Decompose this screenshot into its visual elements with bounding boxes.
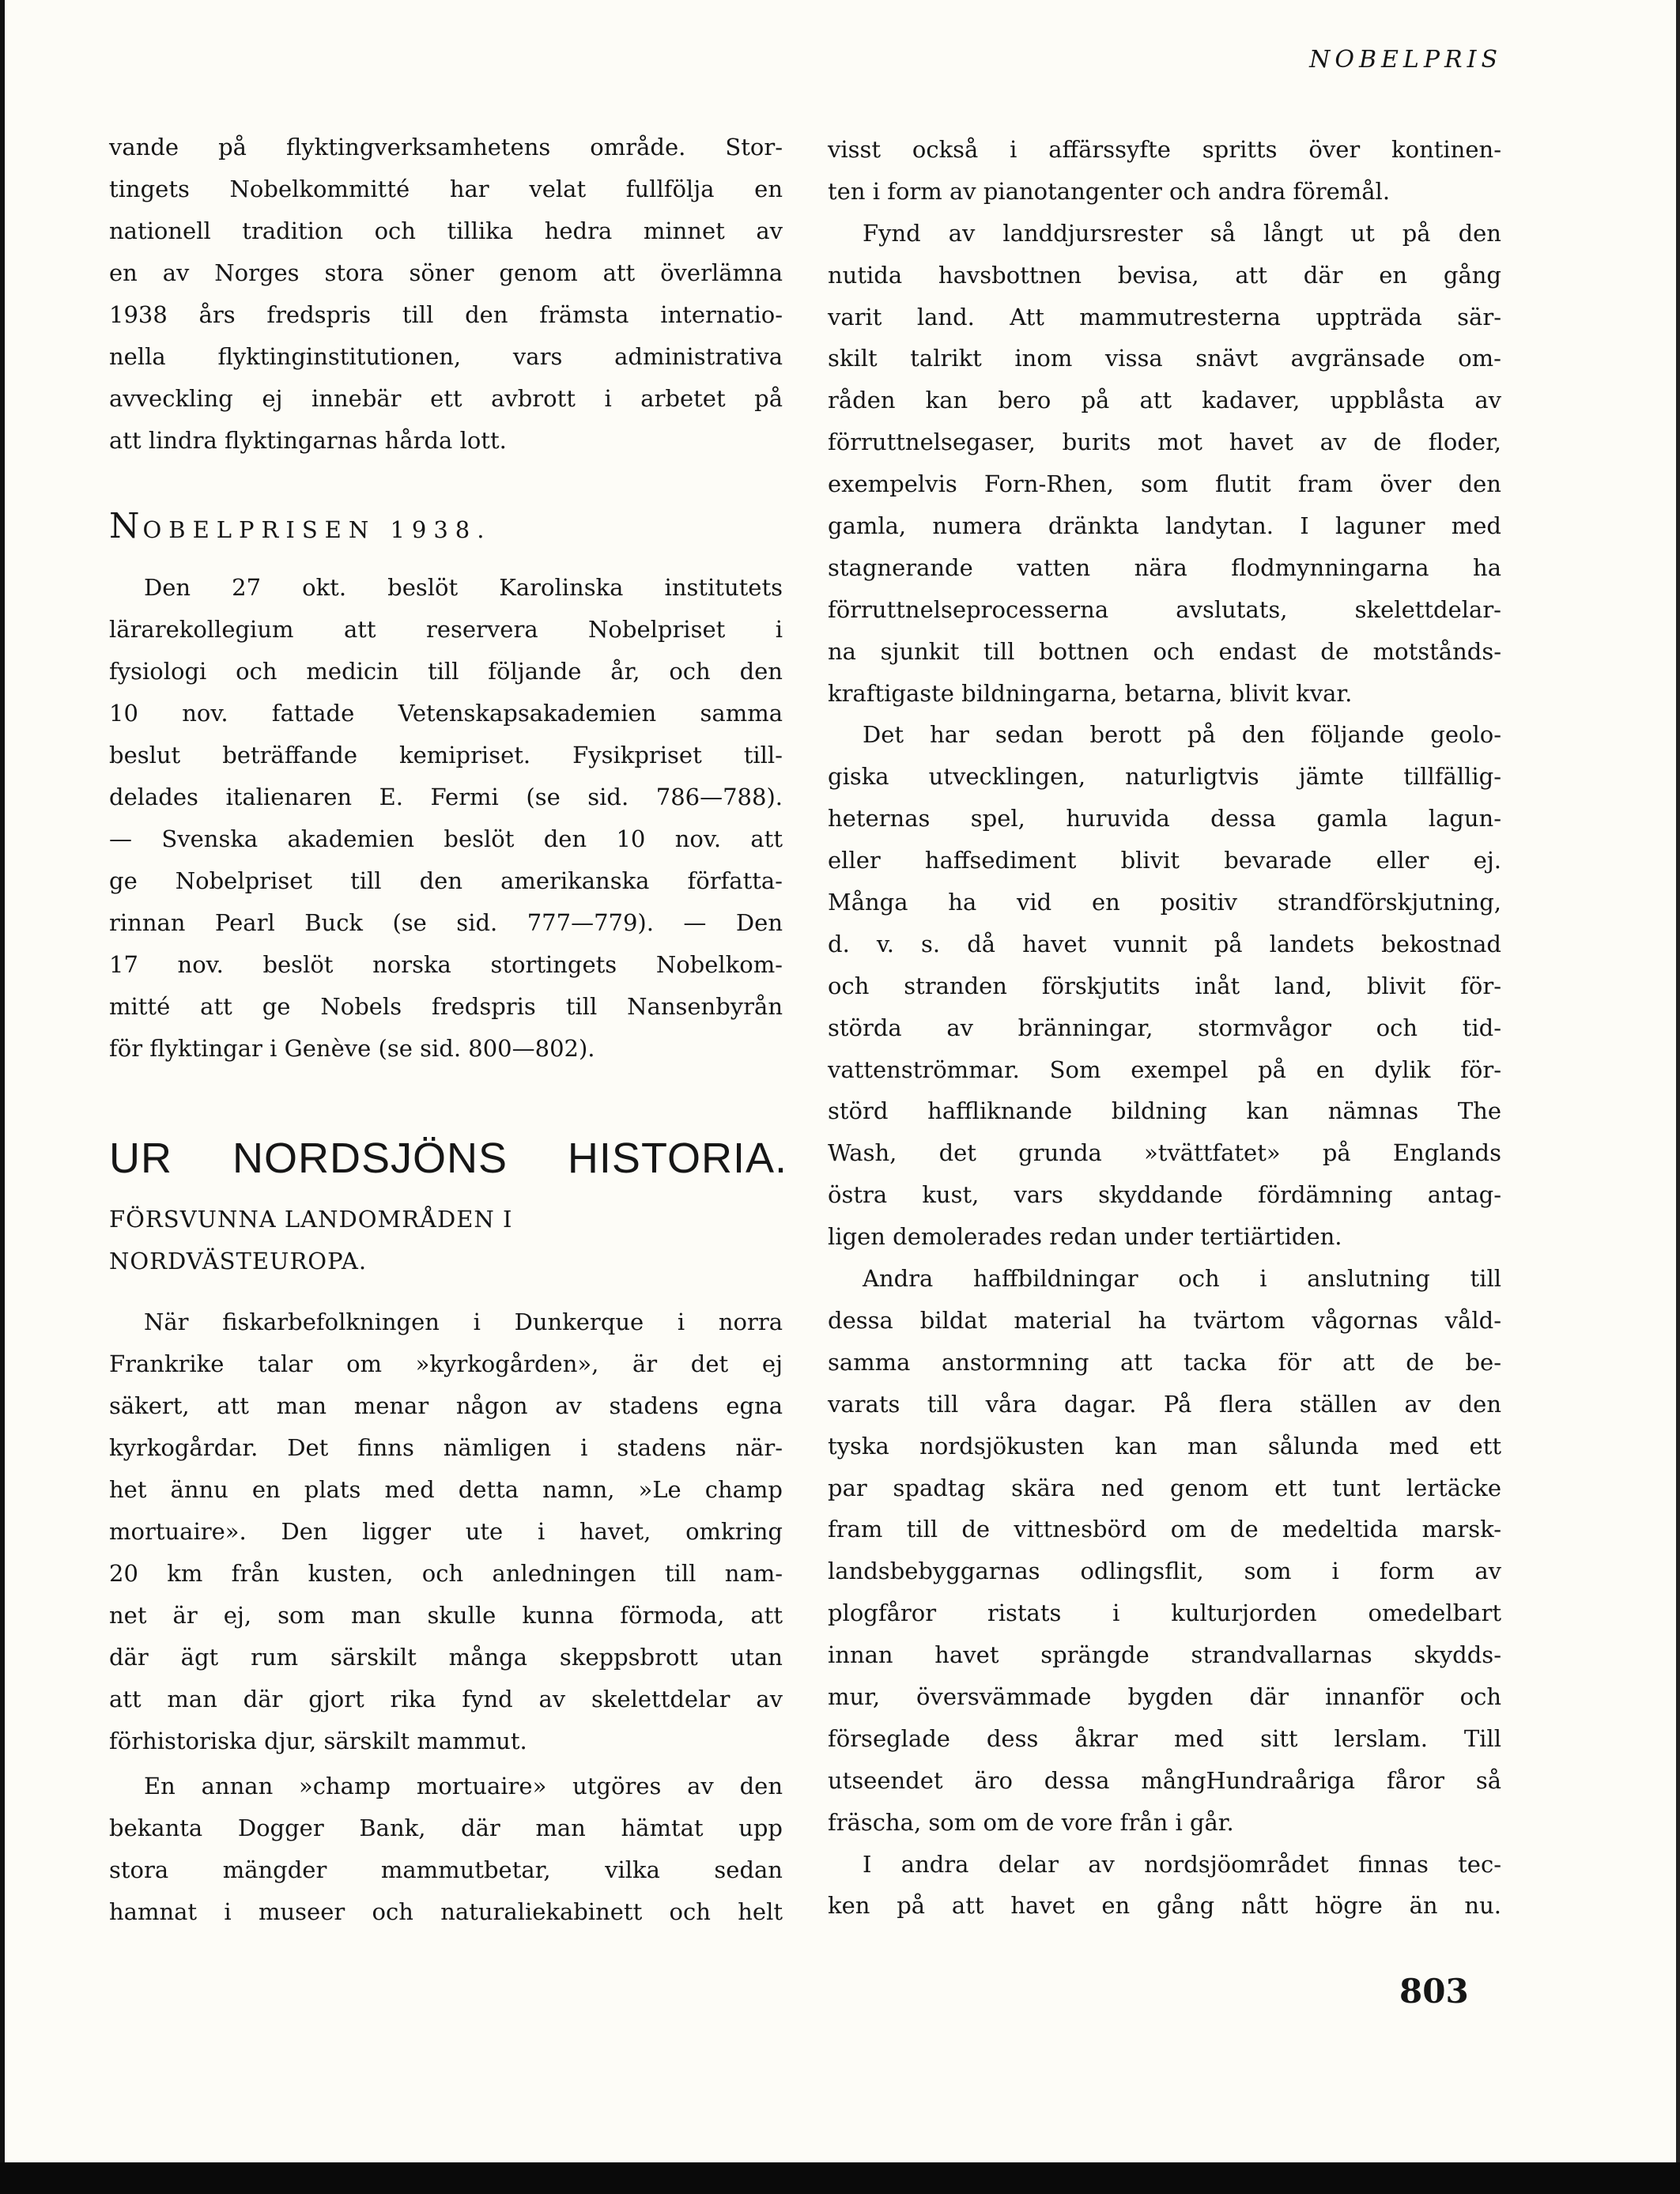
text-line: — Svenska akademien beslöt den 10 nov. att (109, 825, 783, 852)
text-line: fram till de vittnesbörd om de medeltida marsk- (828, 1516, 1501, 1543)
text-line: eller haffsediment blivit bevarade eller ej. (828, 847, 1501, 874)
text-line: mortuaire». Den ligger ute i havet, omkring (109, 1518, 783, 1545)
text-line: utseendet äro dessa mångHundraåriga fåror så (828, 1766, 1501, 1794)
text-line: att lindra flyktingarnas hårda lott. (109, 427, 507, 454)
text-line: Frankrike talar om »kyrkogården», är det ej (109, 1350, 783, 1377)
paragraph (828, 1258, 1501, 1843)
article-title: UR NORDSJÖNS HISTORIA. (109, 1135, 787, 1182)
text-line: par spadtag skära ned genom ett tunt lertäcke (828, 1474, 1501, 1501)
paragraph-dunkerque (109, 1301, 783, 1762)
text-line: samma anstormning att tacka för att de be- (828, 1348, 1501, 1376)
text-line: delades italienaren E. Fermi (se sid. 786—788). (109, 784, 783, 810)
text-line: nella flyktinginstitutionen, vars administrativa (109, 343, 783, 370)
text-line: innan havet sprängde strandvallarnas skydds- (828, 1641, 1501, 1669)
text-line: nationell tradition och tillika hedra minnet av (109, 217, 783, 244)
text-line: Den 27 okt. beslöt Karolinska institutets (144, 574, 783, 601)
text-line: giska utvecklingen, naturligtvis jämte tillfällig- (828, 763, 1501, 791)
page-number: 803 (1399, 1972, 1469, 2011)
text-line: exempelvis Forn-Rhen, som flutit fram över den (828, 470, 1501, 498)
heading-initial: N (109, 506, 143, 546)
text-line: östra kust, vars skyddande fördämning antag- (828, 1181, 1501, 1209)
scan-edge-bottom (0, 2162, 1680, 2194)
text-line: na sjunkit till bottnen och endast de motstånds- (828, 637, 1501, 665)
text-line: mitté att ge Nobels fredspris till Nansenbyrån (109, 993, 783, 1020)
paragraph (828, 213, 1501, 715)
text-line: mur, översvämmade bygden där innanför och (828, 1682, 1501, 1710)
heading-rest: OBELPRISEN 1938. (142, 516, 492, 543)
text-line: landsbebyggarnas odlingsflit, som i form av (828, 1558, 1501, 1585)
text-line: för flyktingar i Genève (se sid. 800—802). (109, 1035, 595, 1062)
text-line: och stranden förskjutits inåt land, blivit för- (828, 972, 1501, 999)
text-line: fysiologi och medicin till följande år, och den (109, 658, 783, 685)
paragraph-refugee-prize (109, 127, 783, 462)
paragraph (828, 129, 1501, 213)
text-line: tyska nordsjökusten kan man sålunda med ett (828, 1432, 1501, 1460)
text-line: varit land. Att mammutresterna uppträda sär- (828, 303, 1501, 330)
text-line: vattenströmmar. Som exempel på en dylik för- (828, 1055, 1501, 1083)
text-line: vande på flyktingverksamhetens område. Stor- (109, 134, 783, 160)
text-line: hamnat i museer och naturaliekabinett och helt (109, 1898, 783, 1925)
text-line: förruttnelseprocesserna avslutats, skelettdelar- (828, 595, 1501, 623)
text-line: gamla, numera dränkta landytan. I laguner med (828, 512, 1501, 540)
right-column (828, 129, 1501, 1927)
text-line: nutida havsbottnen bevisa, att där en gång (828, 261, 1501, 289)
text-line: beslut beträffande kemipriset. Fysikpriset till- (109, 742, 783, 768)
scan-edge-left (0, 0, 5, 2194)
text-line: rinnan Pearl Buck (se sid. 777—779). — Den (109, 909, 783, 936)
text-line: en av Norges stora söner genom att överlämna (109, 259, 783, 286)
article-subtitle (109, 1199, 512, 1282)
text-line: förruttnelsegaser, burits mot havet av de floder, (828, 429, 1501, 456)
paragraph (828, 714, 1501, 1258)
text-line: ten i form av pianotangenter och andra föremål. (828, 177, 1391, 205)
text-line: d. v. s. då havet vunnit på landets bekostnad (828, 930, 1501, 957)
text-line: heternas spel, huruvida dessa gamla lagun- (828, 805, 1501, 833)
text-line: En annan »champ mortuaire» utgöres av den (144, 1773, 783, 1799)
text-line: Det har sedan berott på den följande geolo- (863, 721, 1501, 749)
text-line: att man där gjort rika fynd av skelettdelar av (109, 1686, 783, 1713)
text-line: avveckling ej innebär ett avbrott i arbetet på (109, 385, 783, 412)
text-line: tingets Nobelkommitté har velat fullfölja en (109, 176, 783, 202)
text-line: varats till våra dagar. På flera ställen av den (828, 1390, 1501, 1418)
text-line: Många ha vid en positiv strandförskjutning, (828, 889, 1501, 916)
text-line: ken på att havet en gång nått högre än nu. (828, 1892, 1501, 1920)
text-line: Fynd av landdjursrester så långt ut på den (863, 219, 1501, 247)
text-line: fräscha, som om de vore från i går. (828, 1808, 1234, 1836)
text-line: 20 km från kusten, och anledningen till nam- (109, 1560, 783, 1587)
text-line: kraftigaste bildningarna, betarna, blivit kvar. (828, 679, 1353, 707)
text-line: 10 nov. fattade Vetenskapsakademien samma (109, 700, 783, 727)
text-line: 1938 års fredspris till den främsta internatio- (109, 301, 783, 328)
text-line: förhistoriska djur, särskilt mammut. (109, 1728, 527, 1754)
text-line: I andra delar av nordsjöområdet finnas tec- (863, 1850, 1501, 1878)
text-line: visst också i affärssyfte spritts över kontinen- (828, 136, 1501, 163)
text-line: störd haffliknande bildning kan nämnas The (828, 1097, 1501, 1125)
text-line: plogfåror ristats i kulturjorden omedelbart (828, 1599, 1501, 1627)
text-line: het ännu en plats med detta namn, »Le champ (109, 1476, 783, 1503)
text-line: störda av bränningar, stormvågor och tid- (828, 1014, 1501, 1041)
section-heading-nobelprisen (109, 506, 491, 546)
article-subtitle-line: NORDVÄSTEUROPA. (109, 1248, 368, 1274)
text-line: ge Nobelpriset till den amerikanska författa- (109, 867, 783, 894)
text-line: ligen demolerades redan under tertiärtiden. (828, 1223, 1342, 1251)
text-line: bekanta Dogger Bank, där man hämtat upp (109, 1814, 783, 1841)
article-subtitle-line: FÖRSVUNNA LANDOMRÅDEN I (109, 1206, 513, 1233)
text-line: kyrkogårdar. Det finns nämligen i stadens när- (109, 1434, 783, 1461)
text-line: Wash, det grunda »tvättfatet» på Englands (828, 1139, 1501, 1167)
paragraph (828, 1844, 1501, 1928)
text-line: stora mängder mammutbetar, vilka sedan (109, 1856, 783, 1883)
text-line: När fiskarbefolkningen i Dunkerque i norra (144, 1308, 783, 1335)
paragraph-nobel-1938 (109, 567, 783, 1070)
text-line: säkert, att man menar någon av stadens egna (109, 1392, 783, 1419)
text-line: förseglade dess åkrar med sitt lerslam. Till (828, 1724, 1501, 1752)
text-line: Andra haffbildningar och i anslutning till (863, 1265, 1501, 1293)
text-line: stagnerande vatten nära flodmynningarna ha (828, 553, 1501, 581)
text-line: skilt talrikt inom vissa snävt avgränsade om- (828, 345, 1501, 372)
text-line: där ägt rum särskilt många skeppsbrott utan (109, 1644, 783, 1671)
scan-edge-right (1676, 0, 1680, 2194)
text-line: net är ej, som man skulle kunna förmoda, att (109, 1602, 783, 1629)
text-line: lärarekollegium att reservera Nobelpriset i (109, 616, 783, 643)
paragraph-dogger-bank (109, 1765, 783, 1933)
text-line: dessa bildat material ha tvärtom vågornas våld- (828, 1306, 1501, 1334)
text-line: 17 nov. beslöt norska stortingets Nobelkom- (109, 951, 783, 978)
text-line: råden kan bero på att kadaver, uppblåsta av (828, 387, 1501, 414)
running-head: NOBELPRIS (1309, 46, 1502, 74)
